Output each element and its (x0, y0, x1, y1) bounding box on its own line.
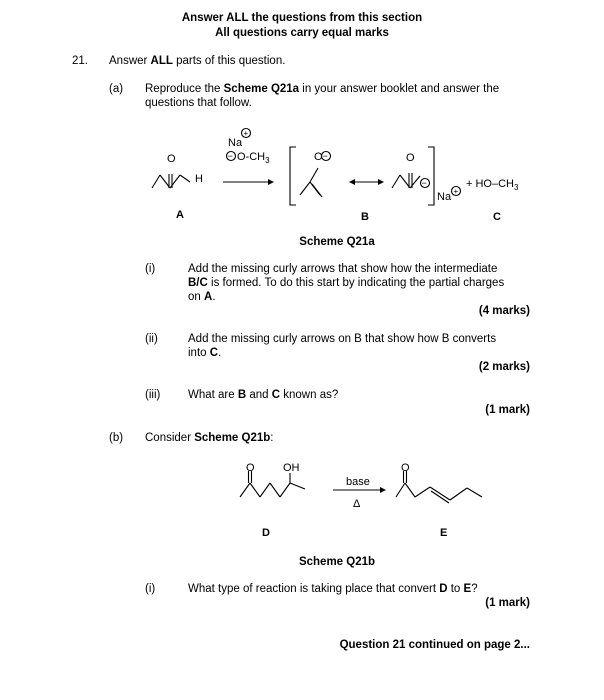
label-e: E (440, 527, 448, 539)
subpart-b-i-text: What type of reaction is taking place that convert D to E? (188, 583, 478, 595)
label-b: B (361, 211, 369, 223)
bond-d6 (290, 483, 305, 489)
atom-o-d: O (246, 462, 255, 474)
enolate-minus: − (322, 151, 328, 161)
question-intro: Answer ALL parts of this question. (109, 55, 286, 67)
subpart-a-i-line2: B/C is formed. To do this start by indicating the partial charges (188, 277, 505, 289)
resonance-arrowhead-left (349, 179, 355, 185)
part-a-text-line1: Reproduce the Scheme Q21a in your answer booklet and answer the (145, 83, 500, 95)
subpart-b-i-label: (i) (145, 583, 156, 595)
bond-d3 (260, 483, 270, 497)
bond-d5 (280, 483, 290, 497)
subpart-a-ii-line1: Add the missing curly arrows on B that show how B converts (188, 333, 497, 345)
counter-na: Na (437, 191, 452, 203)
subpart-a-ii-marks: (2 marks) (478, 361, 530, 373)
question-number: 21. (72, 55, 88, 67)
bond-e1 (396, 483, 405, 497)
part-a-text-line2: questions that follow. (145, 97, 252, 109)
subpart-a-iii-marks: (1 mark) (485, 404, 530, 416)
subpart-a-ii-line2: into C. (188, 347, 222, 359)
bond-e6 (467, 488, 482, 497)
subpart-a-iii-text: What are B and C known as? (188, 389, 339, 401)
bond-e4 (430, 487, 450, 500)
part-a-label: (a) (109, 83, 124, 95)
reaction-arrow-b-head (380, 487, 386, 493)
label-a: A (176, 209, 184, 221)
bond-e5 (450, 488, 467, 500)
bond-b3 (310, 168, 318, 182)
reagent-na: Na (228, 137, 243, 149)
section-header-line1: Answer ALL the questions from this section (181, 12, 423, 24)
bracket-right (428, 147, 434, 205)
carbanion-minus: − (421, 178, 427, 188)
part-b-label: (b) (109, 432, 124, 444)
part-b-text: Consider Scheme Q21b: (145, 432, 274, 444)
subpart-a-ii-label: (ii) (145, 333, 158, 345)
reagent-methoxide: $O-CH_3$ (237, 151, 270, 165)
bond-e2 (405, 483, 415, 497)
subpart-a-iii-label: (iii) (145, 389, 161, 401)
bond-c1 (392, 175, 400, 188)
subpart-a-i-line3: on A. (188, 291, 216, 303)
bond-d1 (240, 483, 250, 497)
subpart-b-i-marks: (1 mark) (485, 597, 530, 609)
subpart-a-i-line1: Add the missing curly arrows that show how the intermediate (188, 263, 498, 275)
label-d: D (262, 527, 270, 539)
bracket-left (290, 147, 296, 205)
reagent-minus: − (227, 151, 233, 161)
bond-b1 (300, 182, 310, 195)
scheme-q21b (0, 455, 604, 545)
scheme-q21a-caption: Scheme Q21a (299, 236, 375, 248)
reaction-arrowhead (268, 179, 274, 185)
reagent-plus: + (243, 129, 249, 138)
arrow-label-delta: Δ (353, 498, 361, 510)
bond-b2-double (312, 184, 322, 197)
subpart-a-i-label: (i) (145, 263, 156, 275)
subpart-a-i-marks: (4 marks) (478, 305, 530, 317)
counter-plus: + (453, 187, 459, 196)
label-c: C (493, 211, 501, 223)
byproduct-methanol: + $HO-CH_3$ (466, 178, 519, 192)
bond-e3 (415, 487, 430, 497)
atom-o-e: O (401, 462, 410, 474)
atom-oh-d: OH (283, 462, 300, 474)
atom-o-c: O (406, 152, 415, 164)
bond-a4 (180, 175, 190, 182)
section-header-line2: All questions carry equal marks (215, 27, 389, 39)
resonance-arrowhead-right (378, 179, 384, 185)
atom-o-a: O (167, 153, 176, 165)
scheme-q21a (0, 120, 604, 235)
bond-a1 (152, 175, 160, 188)
scheme-q21b-caption: Scheme Q21b (298, 556, 376, 568)
atom-h-a: H (195, 173, 203, 185)
arrow-label-base: base (346, 476, 370, 488)
bond-d4 (270, 483, 280, 497)
enolate-o: O (314, 151, 323, 163)
bond-d2 (250, 483, 260, 497)
continued-footer: Question 21 continued on page 2... (339, 639, 530, 651)
